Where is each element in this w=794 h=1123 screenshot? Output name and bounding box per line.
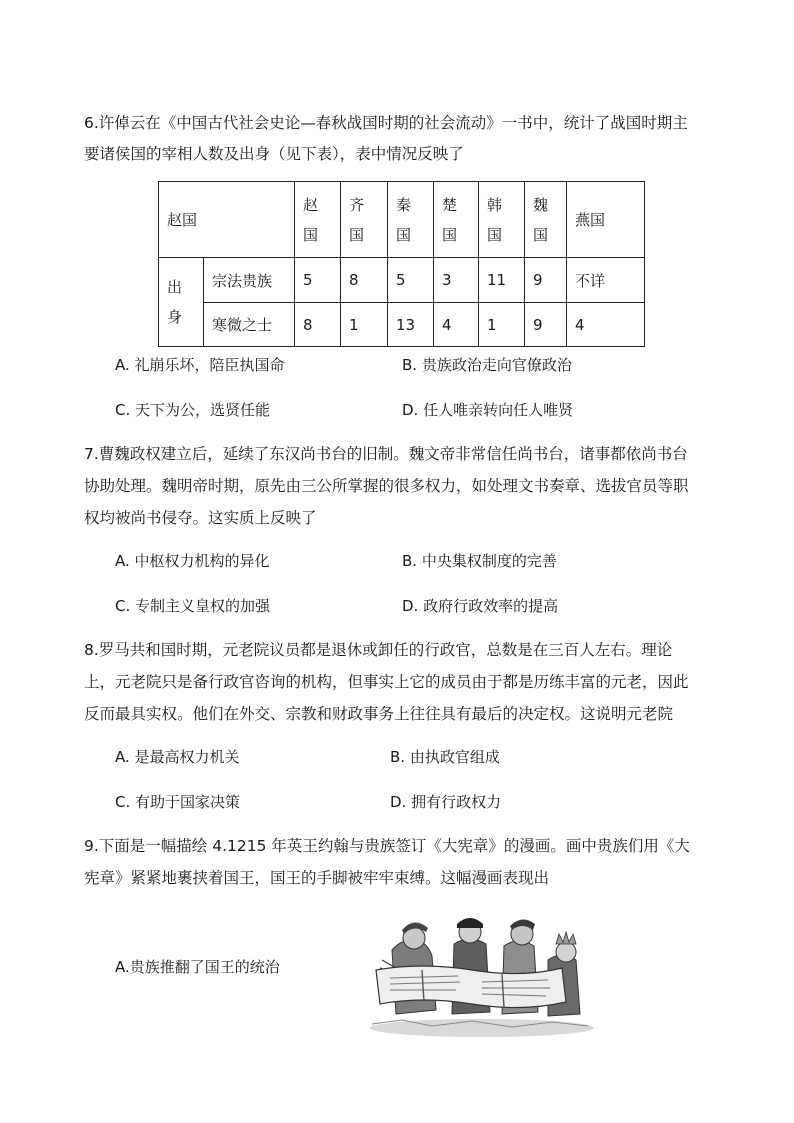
table-cell: 5 [295, 258, 341, 303]
table-cell: 1 [341, 303, 388, 347]
q6-option-a: A. 礼崩乐坏，陪臣执国命 [115, 356, 285, 374]
q7-option-c: C. 专制主义皇权的加强 [115, 597, 271, 615]
q7-option-b: B. 中央集权制度的完善 [402, 552, 557, 570]
q8-stem-line-3: 反而最具实权。他们在外交、宗教和财政事务上往往具有最后的决定权。这说明元老院 [84, 705, 674, 723]
state-qin: 秦 国 [388, 182, 434, 258]
q9-stem-line-1: 9.下面是一幅描绘 4.1215 年英王约翰与贵族签订《大宪章》的漫画。画中贵族们用《大 [84, 837, 690, 855]
table-cell: 4 [567, 303, 645, 347]
table-cell: 1 [479, 303, 525, 347]
q7-stem-line-3: 权均被尚书侵夺。这实质上反映了 [84, 509, 317, 527]
table-cell: 9 [525, 303, 567, 347]
table-cell: 3 [434, 258, 479, 303]
q7-option-d: D. 政府行政效率的提高 [402, 597, 559, 615]
state-zhao: 赵 国 [295, 182, 341, 258]
origin-group-cell: 出 身 [159, 258, 204, 347]
q6-option-c: C. 天下为公，选贤任能 [115, 401, 271, 419]
q8-option-b: B. 由执政官组成 [390, 748, 500, 766]
q8-stem-line-1: 8.罗马共和国时期，元老院议员都是退休或卸任的行政官，总数是在三百人左右。理论 [84, 641, 673, 659]
table-row [159, 258, 645, 303]
q7-stem-line-1: 7.曹魏政权建立后，延续了东汉尚书台的旧制。魏文帝非常信任尚书台，诸事都依尚书台 [84, 445, 688, 463]
table-cell: 9 [525, 258, 567, 303]
q9-stem-line-2: 宪章》紧紧地裹挟着国王，国王的手脚被牢牢束缚。这幅漫画表现出 [84, 869, 550, 887]
row-label-nobility: 宗法贵族 [204, 258, 295, 303]
table-cell: 13 [388, 303, 434, 347]
table-corner-cell: 赵国 [159, 182, 295, 258]
chancellor-table [158, 181, 645, 347]
q8-stem-line-2: 上，元老院只是备行政官咨询的机构，但事实上它的成员由于都是历练丰富的元老，因此 [84, 673, 689, 691]
q8-option-c: C. 有助于国家决策 [115, 793, 241, 811]
state-wei: 魏 国 [525, 182, 567, 258]
q9-option-a: A.贵族推翻了国王的统治 [115, 958, 280, 976]
cartoon-ground [370, 1019, 594, 1037]
q6-option-d: D. 任人唯亲转向任人唯贤 [402, 401, 574, 419]
magna-carta-cartoon [362, 910, 598, 1038]
table-cell: 8 [341, 258, 388, 303]
q6-stem-line-1: 6.许倬云在《中国古代社会史论—春秋战国时期的社会流动》一书中，统计了战国时期主 [84, 114, 688, 132]
q7-stem-line-2: 协助处理。魏明帝时期，原先由三公所掌握的很多权力，如处理文书奏章、选拔官员等职 [84, 477, 689, 495]
state-han: 韩 国 [479, 182, 525, 258]
q6-option-b: B. 贵族政治走向官僚政治 [402, 356, 572, 374]
q6-stem-line-2: 要诸侯国的宰相人数及出身（见下表），表中情况反映了 [84, 145, 464, 163]
table-cell: 5 [388, 258, 434, 303]
table-header-row [159, 182, 645, 258]
table-cell: 4 [434, 303, 479, 347]
q7-option-a: A. 中枢权力机构的异化 [115, 552, 270, 570]
table-cell: 11 [479, 258, 525, 303]
row-label-commoners: 寒微之士 [204, 303, 295, 347]
table-cell: 8 [295, 303, 341, 347]
q8-option-a: A. 是最高权力机关 [115, 748, 240, 766]
state-qi: 齐 国 [341, 182, 388, 258]
state-chu: 楚 国 [434, 182, 479, 258]
state-yan: 燕国 [567, 182, 645, 258]
q8-option-d: D. 拥有行政权力 [390, 793, 502, 811]
table-row [159, 303, 645, 347]
table-cell: 不详 [567, 258, 645, 303]
